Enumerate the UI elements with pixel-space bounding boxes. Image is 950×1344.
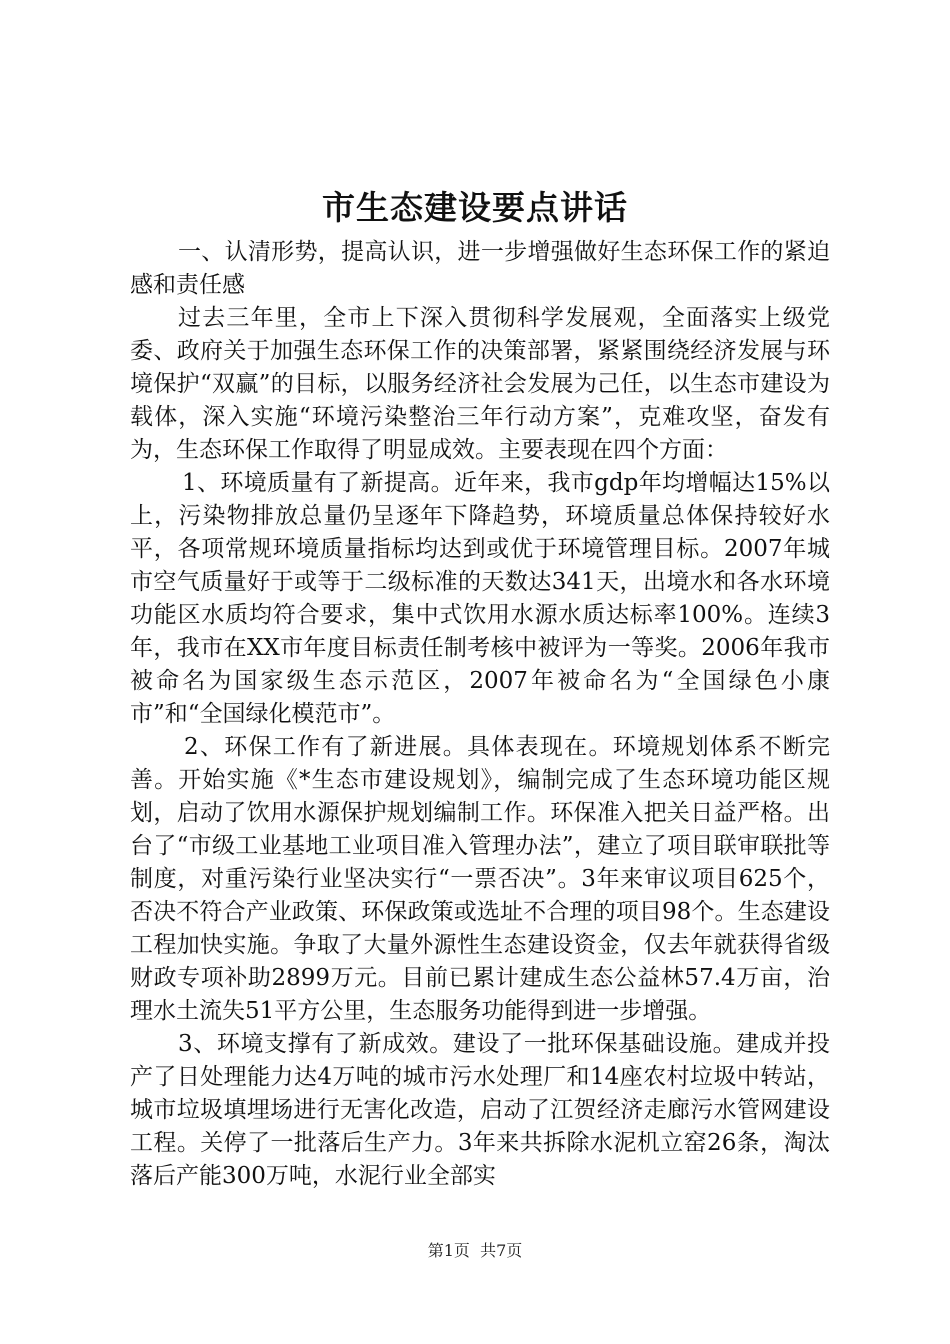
page-number: 第1页 (427, 1241, 470, 1260)
body-paragraph-point-1: 1、环境质量有了新提高。近年来，我市gdp年均增幅达15%以上，污染物排放总量仍呈逐年下降趋势，环境质量总体保持较好水平，各项常规环境质量指标均达到或优于环境管理目标。2007年城市空气质量好于或等于二级标准的天数达341天，出境水和各水环境功能区水质均符合要求，集中式饮用水源水质达标率100%。连续3年，我市在XX市年度目标责任制考核中被评为一等奖。2006年我市被命名为国家级生态示范区，2007年被命名为“全国绿色小康市”和“全国绿化模范市”。 (130, 470, 830, 727)
page-total: 共7页 (480, 1241, 523, 1260)
document-title: 市生态建设要点讲话 (322, 188, 628, 227)
body-paragraph-point-3: 3、环境支撑有了新成效。建设了一批环保基础设施。建成并投产了日处理能力达4万吨的城市污水处理厂和14座农村垃圾中转站，城市垃圾填埋场进行无害化改造，启动了江贺经济走廊污水管网建设工程。关停了一批落后生产力。3年来共拆除水泥机立窑26条，淘汰落后产能300万吨，水泥行业全部实 (130, 1031, 830, 1189)
document-body (130, 236, 830, 1193)
page-footer (0, 1240, 950, 1262)
section-heading: 一、认清形势，提高认识，进一步增强做好生态环保工作的紧迫感和责任感 (130, 239, 830, 298)
body-paragraph-point-2: 2、环保工作有了新进展。具体表现在。环境规划体系不断完善。开始实施《*生态市建设规划》，编制完成了生态环境功能区规划，启动了饮用水源保护规划编制工作。环保准入把关日益严格。出台了“市级工业基地工业项目准入管理办法”，建立了项目联审联批等制度，对重污染行业坚决实行“一票否决”。3年来审议项目625个，否决不符合产业政策、环保政策或选址不合理的项目98个。生态建设工程加快实施。争取了大量外源性生态建设资金，仅去年就获得省级财政专项补助2899万元。目前已累计建成生态公益林57.4万亩，治理水土流失51平方公里，生态服务功能得到进一步增强。 (130, 734, 830, 1024)
body-paragraph-intro: 过去三年里，全市上下深入贯彻科学发展观，全面落实上级党委、政府关于加强生态环保工作的决策部署，紧紧围绕经济发展与环境保护“双赢”的目标，以服务经济社会发展为己任，以生态市建设为载体，深入实施“环境污染整治三年行动方案”，克难攻坚，奋发有为，生态环保工作取得了明显成效。主要表现在四个方面： (130, 305, 830, 463)
